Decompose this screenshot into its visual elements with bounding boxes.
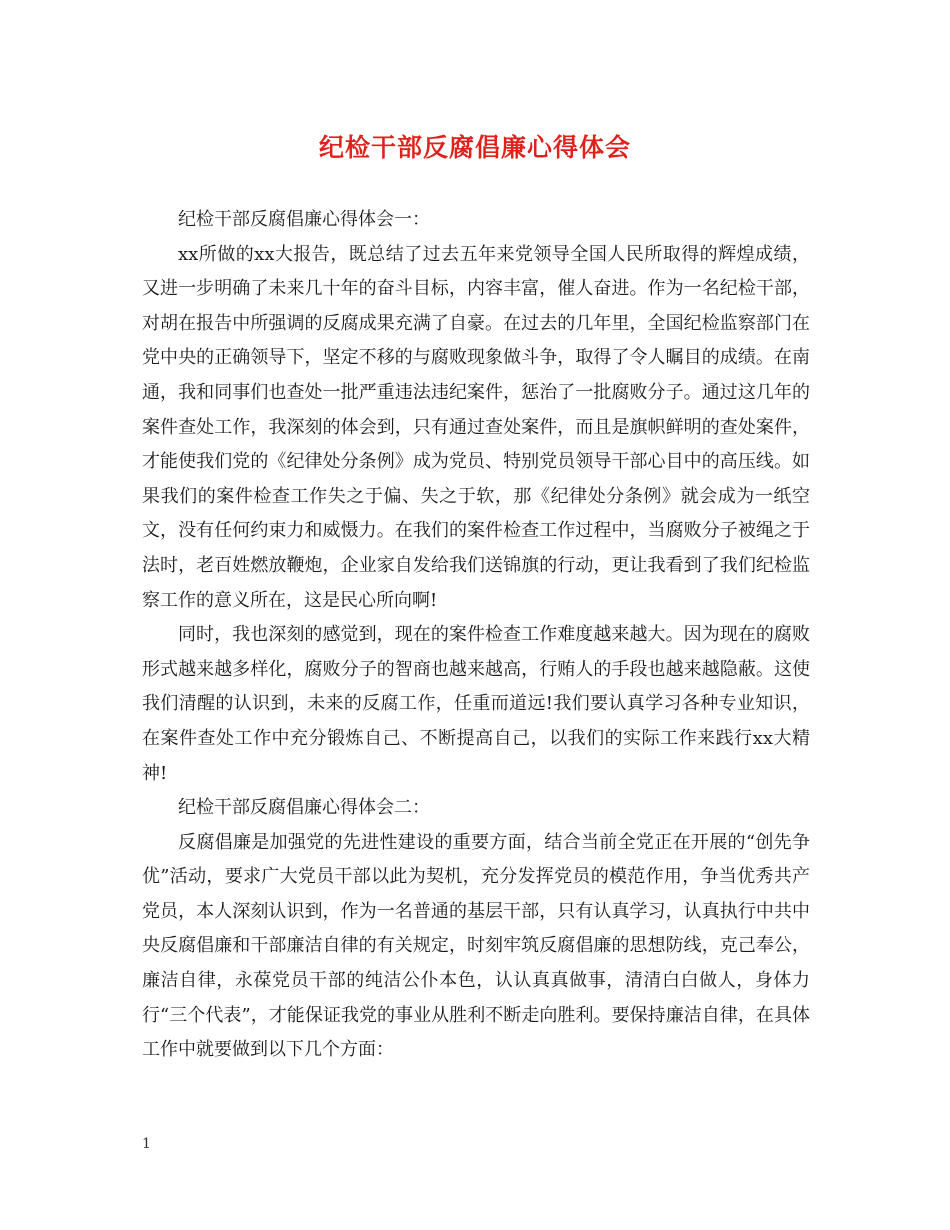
body-paragraph: 反腐倡廉是加强党的先进性建设的重要方面，结合当前全党正在开展的“创先争优”活动，要求广大党员干部以此为契机，充分发挥党员的模范作用，争当优秀共产党员，本人深刻认识到，作为一名普通的基层干部，只有认真学习，认真执行中共中央反腐倡廉和干部廉洁自律的有关规定，时刻牢筑反腐倡廉的思想防线，克己奉公，廉洁自律，永葆党员干部的纯洁公仆本色，认认真真做事，清清白白做人，身体力行“三个代表”，才能保证我党的事业从胜利不断走向胜利。要保持廉洁自律，在具体工作中就要做到以下几个方面： — [142, 831, 810, 1061]
body-paragraph: 同时，我也深刻的感觉到，现在的案件检查工作难度越来越大。因为现在的腐败形式越来越多样化，腐败分子的智商也越来越高，行贿人的手段也越来越隐蔽。这使我们清醒的认识到，未来的反腐工作，任重而道远!我们要认真学习各种专业知识，在案件查处工作中充分锻炼自己、不断提高自己，以我们的实际工作来践行xx大精神! — [142, 624, 810, 784]
document-body — [142, 203, 810, 1068]
document-title: 纪检干部反腐倡廉心得体会 — [318, 133, 631, 162]
body-paragraph: xx所做的xx大报告，既总结了过去五年来党领导全国人民所取得的辉煌成绩，又进一步明确了未来几十年的奋斗目标，内容丰富，催人奋进。作为一名纪检干部，对胡在报告中所强调的反腐成果充满了自豪。在过去的几年里，全国纪检监察部门在党中央的正确领导下，坚定不移的与腐败现象做斗争，取得了令人瞩目的成绩。在南通，我和同事们也查处一批严重违法违纪案件，惩治了一批腐败分子。通过这几年的案件查处工作，我深刻的体会到，只有通过查处案件，而且是旗帜鲜明的查处案件，才能使我们党的《纪律处分条例》成为党员、特别党员领导干部心目中的高压线。如果我们的案件检查工作失之于偏、失之于软，那《纪律处分条例》就会成为一纸空文，没有任何约束力和威慑力。在我们的案件检查工作过程中，当腐败分子被绳之于法时，老百姓燃放鞭炮，企业家自发给我们送锦旗的行动，更让我看到了我们纪检监察工作的意义所在，这是民心所向啊! — [142, 243, 810, 611]
page-number: 1 — [142, 1136, 151, 1152]
section-heading-two: 纪检干部反腐倡廉心得体会二： — [178, 797, 430, 819]
section-heading-one: 纪检干部反腐倡廉心得体会一： — [178, 209, 430, 230]
